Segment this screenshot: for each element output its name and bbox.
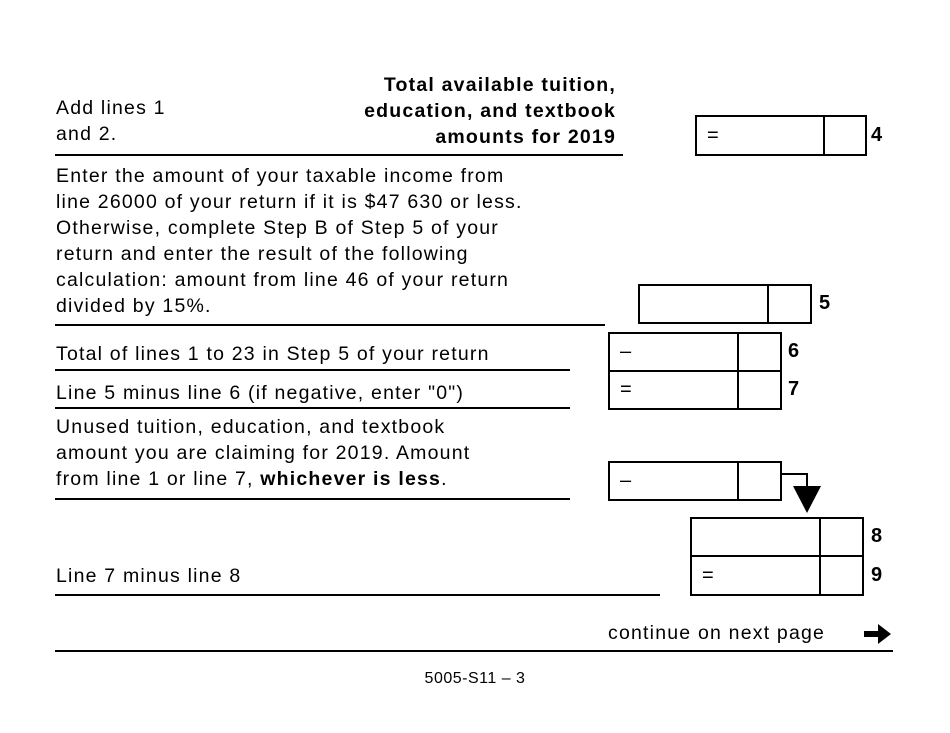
minus-sign: –	[620, 469, 632, 492]
line7-cents-field[interactable]	[737, 370, 782, 410]
divider	[55, 650, 893, 652]
line5-desc: divided by 15%.	[56, 295, 212, 317]
line8-desc-bold: whichever is less	[260, 468, 442, 490]
line4-desc-1: Add lines 1	[56, 97, 166, 119]
line8-cents-field[interactable]	[819, 517, 864, 557]
line5-desc: calculation: amount from line 46 of your return	[56, 269, 510, 291]
line4-desc-2: and 2.	[56, 123, 118, 145]
line5-desc: return and enter the result of the following	[56, 243, 469, 265]
form-id: 5005-S11 – 3	[424, 670, 526, 687]
divider	[55, 407, 570, 409]
line7-desc: Line 5 minus line 6 (if negative, enter "0")	[56, 382, 465, 404]
line-number: 8	[871, 525, 883, 547]
line5-amount-field[interactable]	[638, 284, 812, 324]
line8-desc: Unused tuition, education, and textbook	[56, 416, 446, 438]
arrow-right-icon	[864, 622, 892, 646]
equals-sign: =	[620, 378, 632, 401]
divider	[55, 154, 623, 156]
line9-amount-field[interactable]	[690, 555, 864, 596]
line4-cents-field[interactable]	[823, 115, 867, 156]
line4-title-1: Total available tuition,	[383, 74, 616, 96]
equals-sign: =	[702, 564, 714, 586]
line6-amount-field[interactable]	[608, 332, 782, 372]
line5-desc: line 26000 of your return if it is $47 630 or less.	[56, 191, 523, 213]
line8-subtract-cents-field[interactable]	[737, 461, 782, 501]
divider	[55, 369, 570, 371]
line9-cents-field[interactable]	[819, 555, 864, 596]
line7-amount-field[interactable]	[608, 370, 782, 410]
line9-desc: Line 7 minus line 8	[56, 565, 242, 587]
line8-amount-field[interactable]	[690, 517, 864, 557]
line5-cents-field[interactable]	[767, 284, 812, 324]
line5-desc: Otherwise, complete Step B of Step 5 of your	[56, 217, 499, 239]
equals-sign: =	[707, 124, 719, 146]
continue-next-page: continue on next page	[608, 622, 826, 644]
line-number: 5	[819, 292, 831, 314]
minus-sign: –	[620, 340, 632, 363]
line4-title-2: education, and textbook	[364, 100, 616, 122]
divider	[55, 594, 660, 596]
line-number: 7	[788, 378, 800, 400]
line8-desc	[56, 466, 448, 492]
line-number: 9	[871, 564, 883, 586]
line-number: 4	[871, 124, 883, 146]
line4-amount-field[interactable]	[695, 115, 867, 156]
line8-desc-end: .	[441, 468, 448, 490]
line-number: 6	[788, 340, 800, 362]
line6-desc: Total of lines 1 to 23 in Step 5 of your return	[56, 343, 490, 365]
line6-cents-field[interactable]	[737, 332, 782, 372]
line4-title-3: amounts for 2019	[435, 126, 616, 148]
divider	[55, 324, 605, 326]
line5-desc: Enter the amount of your taxable income from	[56, 165, 505, 187]
line8-desc-text: from line 1 or line 7,	[56, 468, 261, 490]
arrow-down-icon	[780, 470, 825, 515]
line8-subtract-field[interactable]	[608, 461, 782, 501]
line8-desc: amount you are claiming for 2019. Amount	[56, 442, 471, 464]
divider	[55, 498, 570, 500]
